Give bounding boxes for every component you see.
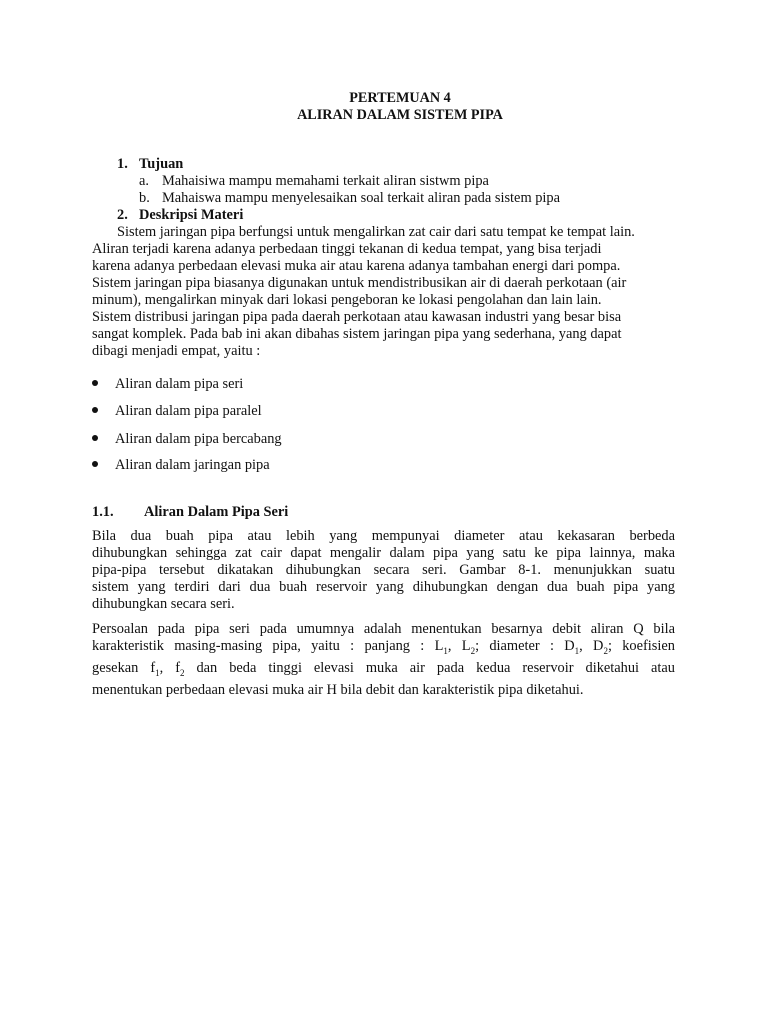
paragraph-line: pipa-pipa tersebut dikatakan dihubungkan secara seri. Gambar 8-1. menunjukkan suatu xyxy=(92,562,675,578)
tujuan-item-text: Mahaisiwa mampu memahami terkait aliran sistwm pipa xyxy=(162,173,489,189)
deskripsi-line: minum), mengalirkan minyak dari lokasi pengeboran ke lokasi pengolahan dan lain lain. xyxy=(92,292,602,308)
deskripsi-number: 2. xyxy=(117,207,128,223)
list-item xyxy=(92,376,243,393)
paragraph-line xyxy=(92,638,675,660)
text-run: , f xyxy=(159,659,180,676)
subscript: 1 xyxy=(443,645,448,656)
paragraph xyxy=(92,528,675,613)
tujuan-number: 1. xyxy=(117,156,128,172)
text-run: ; diameter : D xyxy=(475,638,575,654)
text-run: ; koefisien xyxy=(607,638,675,654)
tujuan-item-marker: a. xyxy=(139,173,149,189)
deskripsi-heading: Deskripsi Materi xyxy=(139,207,244,223)
deskripsi-line: sangat komplek. Pada bab ini akan dibahas sistem jaringan pipa yang sederhana, yang dapat xyxy=(92,326,622,342)
bullet-icon xyxy=(92,407,98,413)
document-title: PERTEMUAN 4 xyxy=(349,90,451,106)
text-run: karakteristik masing-masing pipa, yaitu : panjang : L xyxy=(92,638,444,654)
subscript: 1 xyxy=(155,667,160,678)
section-number: 1.1. xyxy=(92,504,114,520)
paragraph-line: Persoalan pada pipa seri pada umumnya adalah menentukan besarnya debit aliran Q bila xyxy=(92,621,675,637)
bullet-icon xyxy=(92,435,98,441)
list-item xyxy=(92,457,270,474)
subscript: 1 xyxy=(574,645,580,656)
deskripsi-line: Aliran terjadi karena adanya perbedaan tinggi tekanan di kedua tempat, yang bisa terjadi xyxy=(92,241,602,257)
deskripsi-line: Sistem distribusi jaringan pipa pada daerah perkotaan atau kawasan industri yang besar bisa xyxy=(92,309,622,325)
paragraph-line: dihubungkan secara seri. xyxy=(92,596,235,612)
document-subtitle: ALIRAN DALAM SISTEM PIPA xyxy=(297,107,503,123)
list-item xyxy=(92,403,262,420)
paragraph-line: dihubungkan sehingga zat cair dapat mengalir dalam pipa yang satu ke pipa lainnya, maka xyxy=(92,545,675,561)
tujuan-item-marker: b. xyxy=(139,190,150,206)
list-item-text: Aliran dalam pipa bercabang xyxy=(115,431,282,447)
text-run: , L xyxy=(447,638,471,654)
text-run: dan beda tinggi elevasi muka air pada kedua reservoir diketahui atau xyxy=(184,659,675,676)
paragraph-line: sistem yang terdiri dari dua buah reservoir yang dihubungkan dengan dua buah pipa yang xyxy=(92,579,675,595)
deskripsi-line: dibagi menjadi empat, yaitu : xyxy=(92,343,261,359)
bullet-icon xyxy=(92,461,98,467)
bullet-icon xyxy=(92,380,98,386)
subscript: 2 xyxy=(603,645,608,656)
paragraph-line xyxy=(92,660,675,682)
deskripsi-line: Sistem jaringan pipa berfungsi untuk mengalirkan zat cair dari satu tempat ke tempat lain. xyxy=(117,224,635,240)
list-item-text: Aliran dalam pipa paralel xyxy=(115,403,262,419)
deskripsi-line: Sistem jaringan pipa biasanya digunakan untuk mendistribusikan air di daerah perkotaan (air xyxy=(92,275,627,291)
subscript: 2 xyxy=(180,667,185,678)
section-title: Aliran Dalam Pipa Seri xyxy=(144,504,289,520)
list-item-text: Aliran dalam pipa seri xyxy=(115,376,244,392)
tujuan-heading: Tujuan xyxy=(139,156,184,172)
tujuan-item-text: Mahaiswa mampu menyelesaikan soal terkait aliran pada sistem pipa xyxy=(162,190,561,206)
section-heading xyxy=(92,504,288,521)
subscript: 2 xyxy=(470,645,476,656)
text-run: gesekan f xyxy=(92,659,156,676)
paragraph-line: Bila dua buah pipa atau lebih yang mempunyai diameter atau kekasaran berbeda xyxy=(92,528,675,544)
deskripsi-line: karena adanya perbedaan elevasi muka air atau karena adanya tambahan energi dari pompa. xyxy=(92,258,621,274)
paragraph-line: menentukan perbedaan elevasi muka air H bila debit dan karakteristik pipa diketahui. xyxy=(92,681,584,698)
paragraph xyxy=(92,621,675,699)
list-item-text: Aliran dalam jaringan pipa xyxy=(115,457,270,473)
text-run: , D xyxy=(579,638,604,654)
list-item xyxy=(92,431,282,448)
